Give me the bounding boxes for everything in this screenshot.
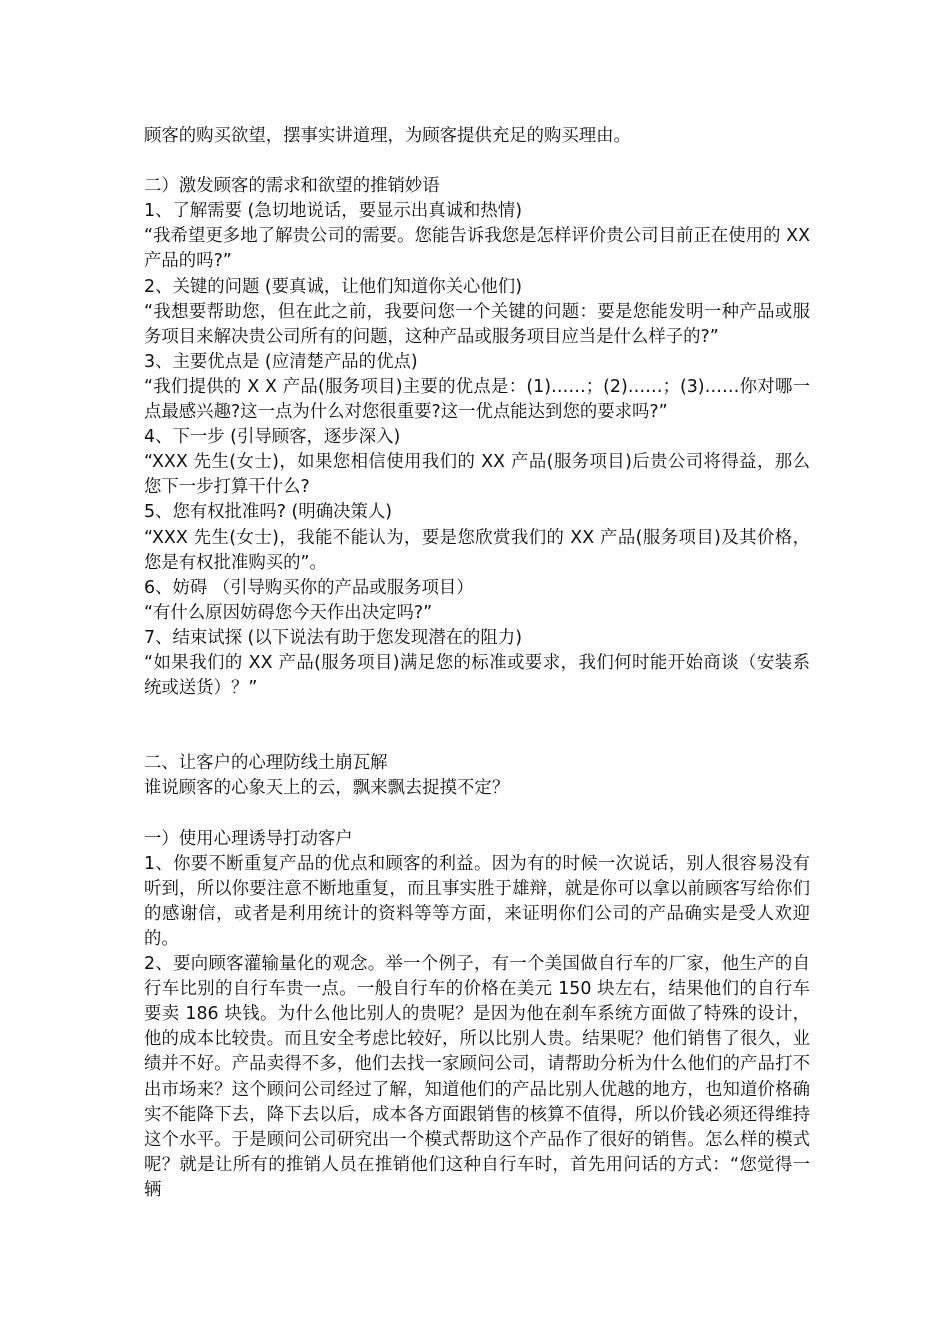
quote-paragraph: “有什么原因妨碍您今天作出决定吗?” [144,602,433,623]
blank-line [144,149,810,174]
section-heading: 二、让客户的心理防线土崩瓦解 [144,753,388,774]
list-item-heading: 4、下一步 (引导顾客，逐步深入) [144,427,401,448]
quote-paragraph: “我想要帮助您，但在此之前，我要问您一个关键的问题：要是您能发明一种产品或服务项目来解决贵公司所有的问题，这种产品或服务项目应当是什么样子的?” [144,301,810,347]
list-item-heading: 2、关键的问题 (要真诚，让他们知道你关心他们) [144,276,522,297]
text-paragraph: 2、要向顾客灌输量化的观念。举一个例子，有一个美国做自行车的厂家，他生产的自行车比别的自行车贵一点。一般自行车的价格在美元 150 块左右，结果他们的自行车要卖 186 块钱。为什么他比别人的贵呢？是因为他在刹车系统方面做了特殊的设计，他的成本比较贵。而且安全考虑比较好，所以比别人贵。结果呢？他们销售了很久，业绩并不好。产品卖得不多，他们去找一家顾问公司，请帮助分析为什么他们的产品打不出市场来？这个顾问公司经过了解，知道他们的产品比别人优越的地方，也知道价格确实不能降下去，降下去以后，成本各方面跟销售的核算不值得，所以价钱必须还得维持这个水平。于是顾问公司研究出一个模式帮助这个产品作了很好的销售。怎么样的模式呢？就是让所有的推销人员在推销他们这种自行车时，首先用问话的方式：“您觉得一辆 [144,954,810,1200]
quote-paragraph: “我们提供的 X X 产品(服务项目)主要的优点是：(1)……；(2)……；(3)……你对哪一点最感兴趣?这一点为什么对您很重要?这一优点能达到您的要求吗?” [144,376,810,423]
blank-line [144,701,810,726]
section-heading: 二）激发顾客的需求和欲望的推销妙语 [144,176,440,197]
quote-paragraph: “如果我们的 XX 产品(服务项目)满足您的标准或要求，我们何时能开始商谈（安装系统或送货）？” [144,652,810,699]
document-body [144,124,810,1203]
section-subtitle: 谁说顾客的心象天上的云，飘来飘去捉摸不定？ [144,778,510,799]
subsection-heading: 一）使用心理诱导打动客户 [144,828,353,849]
list-item-heading: 6、妨碍 （引导购买你的产品或服务项目） [144,577,474,598]
list-item-heading: 7、结束试探 (以下说法有助于您发现潜在的阻力) [144,627,522,648]
quote-paragraph: “XXX 先生(女士)，如果您相信使用我们的 XX 产品(服务项目)后贵公司将得益，那么您下一步打算干什么? [144,452,810,498]
list-item-heading: 5、您有权批准吗? (明确决策人) [144,502,393,523]
quote-paragraph: “XXX 先生(女士)，我能不能认为，要是您欣赏我们的 XX 产品(服务项目)及其价格，您是有权批准购买的”。 [144,527,810,573]
list-item-heading: 3、主要优点是 (应清楚产品的优点) [144,351,418,372]
list-item-heading: 1、了解需要 (急切地说话，要显示出真诚和热情) [144,201,522,222]
blank-line [144,726,810,751]
text-paragraph: 顾客的购买欲望，摆事实讲道理，为顾客提供充足的购买理由。 [144,126,631,146]
blank-line [144,802,810,827]
text-paragraph: 1、你要不断重复产品的优点和顾客的利益。因为有的时候一次说话，别人很容易没有听到，所以你要注意不断地重复，而且事实胜于雄辩，就是你可以拿以前顾客写给你们的感谢信，或者是利用统计的资料等等方面，来证明你们公司的产品确实是受人欢迎的。 [144,853,810,949]
quote-paragraph: “我希望更多地了解贵公司的需要。您能告诉我您是怎样评价贵公司目前正在使用的 XX 产品的吗?” [144,226,810,272]
